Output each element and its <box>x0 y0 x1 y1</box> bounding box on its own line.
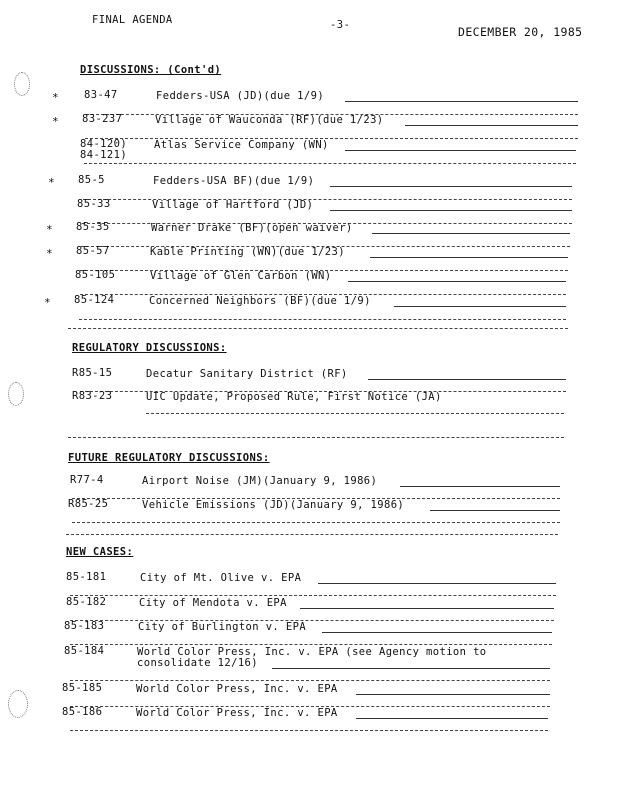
case-number: 85-182 <box>66 596 107 608</box>
underline-blank <box>430 510 560 511</box>
underline-blank <box>394 306 566 307</box>
case-title: Concerned Neighbors (BF)(due 1/9) <box>149 295 371 307</box>
divider-line <box>68 328 568 329</box>
priority-asterisk: * <box>48 176 56 189</box>
underline-blank <box>300 608 554 609</box>
rule-number: R85-25 <box>68 498 109 510</box>
underline-blank <box>70 680 550 681</box>
case-number: 85-57 <box>76 245 110 257</box>
underline-blank <box>70 644 552 645</box>
rule-number: R77-4 <box>70 474 104 486</box>
underline-blank <box>272 668 550 669</box>
case-title: City of Mt. Olive v. EPA <box>140 572 302 584</box>
priority-asterisk: * <box>52 91 60 104</box>
case-title: World Color Press, Inc. v. EPA <box>136 683 338 695</box>
divider-line <box>66 534 558 535</box>
binder-hole-mark <box>14 72 30 96</box>
case-title: City of Mendota v. EPA <box>139 597 287 609</box>
underline-blank <box>356 694 550 695</box>
underline-blank <box>79 319 566 320</box>
underline-blank <box>348 281 566 282</box>
case-number: 85-33 <box>77 198 111 210</box>
rule-number: R83-23 <box>72 390 113 402</box>
case-number: 85-105 <box>75 269 116 281</box>
section-regulatory: REGULATORY DISCUSSIONS: <box>72 342 227 354</box>
case-title: Village of Wauconda (RF)(due 1/23) <box>155 114 384 126</box>
case-number: 85-183 <box>64 620 105 632</box>
underline-blank <box>84 163 576 164</box>
case-title: City of Burlington v. EPA <box>138 621 307 633</box>
case-number: 85-124 <box>74 294 115 306</box>
case-number: 85-181 <box>66 571 107 583</box>
section-discussions: DISCUSSIONS: (Cont'd) <box>80 64 222 76</box>
case-number: 83-47 <box>84 89 118 101</box>
rule-title: UIC Update, Proposed Rule, First Notice (JA) <box>146 391 442 403</box>
case-title: Atlas Service Company (WN) <box>154 139 329 151</box>
section-future-regulatory: FUTURE REGULATORY DISCUSSIONS: <box>68 452 270 464</box>
underline-blank <box>318 583 556 584</box>
case-number: 85-184 <box>64 645 105 657</box>
case-title: Kable Printing (WN)(due 1/23) <box>150 246 345 258</box>
case-title: Warner Drake (BF)(open waiver) <box>151 222 353 234</box>
underline-blank <box>72 522 560 523</box>
case-title: Village of Glen Carbon (WN) <box>150 270 332 282</box>
case-number: 85-186 <box>62 706 103 718</box>
case-number: 85-5 <box>78 174 105 186</box>
underline-blank <box>368 379 566 380</box>
divider-line <box>68 437 564 438</box>
underline-blank <box>330 210 572 211</box>
case-number: 83-237 <box>82 113 123 125</box>
case-title: Fedders-USA (JD)(due 1/9) <box>156 90 325 102</box>
binder-hole-mark <box>8 382 24 406</box>
underline-blank <box>70 595 556 596</box>
rule-number: R85-15 <box>72 367 113 379</box>
underline-blank <box>372 233 570 234</box>
header-date: DECEMBER 20, 1985 <box>458 25 583 39</box>
case-title: World Color Press, Inc. v. EPA <box>136 707 338 719</box>
underline-blank <box>70 730 548 731</box>
case-title: Village of Hartford (JD) <box>152 199 314 211</box>
underline-blank <box>370 257 568 258</box>
rule-title: Decatur Sanitary District (RF) <box>146 368 348 380</box>
priority-asterisk: * <box>46 247 54 260</box>
underline-blank <box>146 413 564 414</box>
underline-blank <box>322 632 552 633</box>
header-agenda-title: FINAL AGENDA <box>92 14 173 26</box>
header-page-number: -3- <box>330 19 351 31</box>
underline-blank <box>345 150 576 151</box>
binder-hole-mark <box>8 690 28 718</box>
rule-title: Airport Noise (JM)(January 9, 1986) <box>142 475 378 487</box>
underline-blank <box>330 186 572 187</box>
case-number: 85-35 <box>76 221 110 233</box>
section-new-cases: NEW CASES: <box>66 546 134 558</box>
underline-blank <box>356 718 548 719</box>
underline-blank <box>345 101 578 102</box>
case-title-continued: consolidate 12/16) <box>137 657 258 669</box>
priority-asterisk: * <box>44 296 52 309</box>
priority-asterisk: * <box>46 223 54 236</box>
underline-blank <box>405 125 578 126</box>
case-title: World Color Press, Inc. v. EPA (see Agency motion to <box>137 646 487 658</box>
priority-asterisk: * <box>52 115 60 128</box>
underline-blank <box>400 486 560 487</box>
case-title: Fedders-USA BF)(due 1/9) <box>153 175 315 187</box>
rule-title: Vehicle Emissions (JD)(January 9, 1986) <box>142 499 405 511</box>
case-number: 85-185 <box>62 682 103 694</box>
case-number: 84-120) 84-121) <box>80 138 128 161</box>
